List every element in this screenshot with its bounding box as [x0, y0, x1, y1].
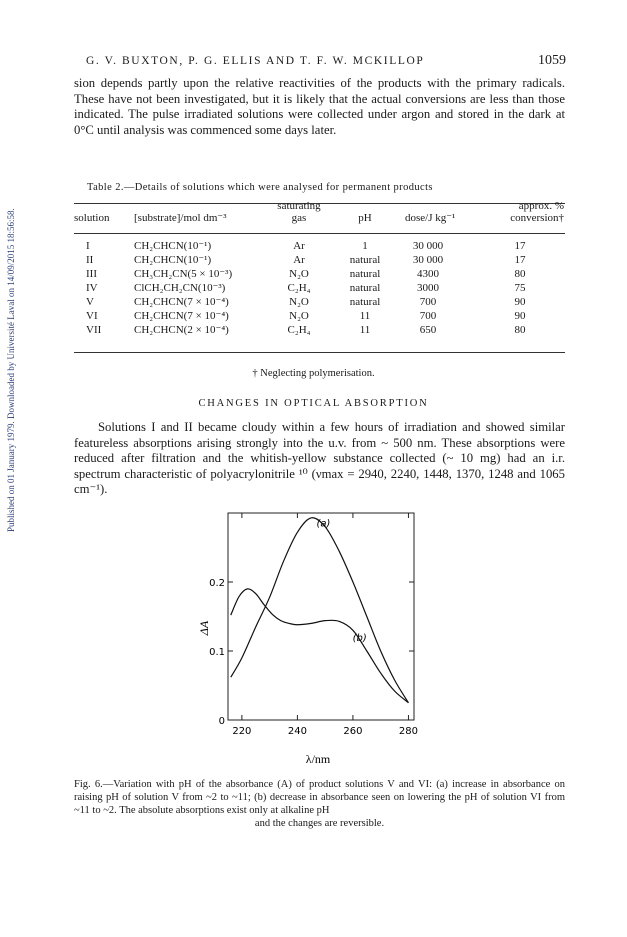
caption-text: Fig. 6.—Variation with pH of the absorbance (A) of product solutions V and VI: (a) increase in absorbance on raising pH of solution V from ~2 to ~11; (b) decrease in absorbance seen on lowering the pH of solution VI from ~11 to ~2. The absolute absorptions exist only at alkaline pH [74, 779, 565, 816]
cell-dose: 700 [419, 310, 437, 322]
cell-ph: natural [349, 268, 381, 280]
cell-ph: natural [349, 296, 381, 308]
cell-ph: 11 [359, 310, 371, 322]
header-solution: solution [74, 212, 110, 224]
cell-dose: 30 000 [412, 240, 444, 252]
header-gas: gas [291, 212, 307, 224]
cell-dose: 4300 [417, 268, 439, 280]
y-tick-label: 0.2 [209, 578, 225, 589]
chart-series [231, 518, 409, 703]
cell-conversion: 80 [514, 268, 526, 280]
header-ph: pH [358, 212, 372, 224]
cell-solution: III [86, 268, 97, 280]
cell-substrate: ClCH₂CH₂CN(10⁻³) [134, 282, 226, 294]
cell-gas: N₂O [289, 296, 309, 308]
cell-solution: II [86, 254, 94, 266]
cell-solution: VI [86, 310, 98, 322]
cell-conversion: 17 [514, 254, 526, 266]
download-watermark: Published on 01 January 1979. Downloaded by Université Laval on 14/09/2015 18:56:58. [6, 208, 16, 532]
cell-ph: natural [349, 254, 381, 266]
x-axis-label: λ/nm [305, 752, 331, 766]
chart-frame [228, 513, 414, 720]
cell-solution: V [86, 296, 94, 308]
header-conversion: conversion† [510, 212, 564, 224]
series-line [231, 589, 409, 703]
cell-conversion: 17 [514, 240, 526, 252]
figure-caption [74, 778, 565, 830]
cell-dose: 700 [419, 296, 437, 308]
intro-paragraph: sion depends partly upon the relative reactivities of the products with the primary radicals. These have not been investigated, but it is likely that the actual conversions are less than those indicated. The pulse irradiated solutions were collected under argon and stored in the dark at 0°C until analysis was commenced some days later. [74, 76, 565, 137]
caption-text-last-line: and the changes are reversible. [254, 818, 385, 829]
table-footnote: † Neglecting polymerisation. [252, 368, 375, 379]
x-tick-label: 220 [232, 726, 252, 737]
cell-gas: Ar [293, 240, 305, 252]
cell-gas: C₂H₄ [287, 282, 311, 294]
cell-gas: Ar [293, 254, 305, 266]
page-number: 1059 [538, 53, 566, 68]
cell-substrate: CH₂CHCN(10⁻¹) [134, 240, 212, 252]
cell-gas: N₂O [289, 310, 309, 322]
header-gas-top: saturating [277, 200, 321, 212]
header-conversion-top: approx. % [518, 200, 564, 212]
cell-substrate: CH₂CHCN(7 × 10⁻⁴) [134, 310, 229, 322]
x-tick-label: 280 [398, 726, 418, 737]
section-heading: CHANGES IN OPTICAL ABSORPTION [198, 398, 429, 409]
cell-conversion: 80 [514, 324, 526, 336]
plot-frame [228, 513, 414, 720]
cell-dose: 3000 [417, 282, 439, 294]
y-tick-label: 0.1 [209, 647, 225, 658]
y-tick-label: 0 [218, 716, 225, 727]
cell-dose: 650 [419, 324, 437, 336]
cell-ph: 1 [362, 240, 368, 252]
cell-conversion: 75 [514, 282, 526, 294]
series-label: (b) [352, 632, 367, 644]
y-axis-label: ΔA [197, 620, 211, 636]
section-paragraph: Solutions I and II became cloudy within a few hours of irradiation and showed similar featureless absorptions arising strongly into the u.v. from ~ 500 nm. These absorptions were reduced after filtration and the whitish-yellow substance collected (~ 10 mg) had an i.r. spectrum characteristic of polyacrylonitrile ¹⁰ (νmax = 2940, 2240, 1448, 1370, 1248 and 1065 cm⁻¹). [74, 420, 565, 497]
series-label: (a) [316, 518, 331, 530]
chart-ticks [209, 513, 418, 737]
header-dose: dose/J kg⁻¹ [405, 212, 456, 224]
cell-ph: natural [349, 282, 381, 294]
cell-conversion: 90 [514, 310, 526, 322]
x-tick-label: 240 [287, 726, 307, 737]
cell-substrate: CH₂CHCN(7 × 10⁻⁴) [134, 296, 229, 308]
cell-solution: I [86, 240, 90, 252]
cell-conversion: 90 [514, 296, 526, 308]
cell-solution: VII [86, 324, 102, 336]
cell-solution: IV [86, 282, 98, 294]
cell-substrate: CH₂CHCN(2 × 10⁻⁴) [134, 324, 229, 336]
cell-ph: 11 [359, 324, 371, 336]
cell-substrate: CH₂CHCN(10⁻¹) [134, 254, 212, 266]
cell-substrate: CH₃CH₂CN(5 × 10⁻³) [134, 268, 233, 280]
cell-gas: C₂H₄ [287, 324, 311, 336]
header-substrate: [substrate]/mol dm⁻³ [134, 212, 227, 224]
table-title: Table 2.—Details of solutions which were analysed for permanent products [87, 182, 433, 193]
running-head-authors: G. V. BUXTON, P. G. ELLIS AND T. F. W. MCKILLOP [86, 55, 425, 67]
x-tick-label: 260 [343, 726, 363, 737]
cell-gas: N₂O [289, 268, 309, 280]
cell-dose: 30 000 [412, 254, 444, 266]
